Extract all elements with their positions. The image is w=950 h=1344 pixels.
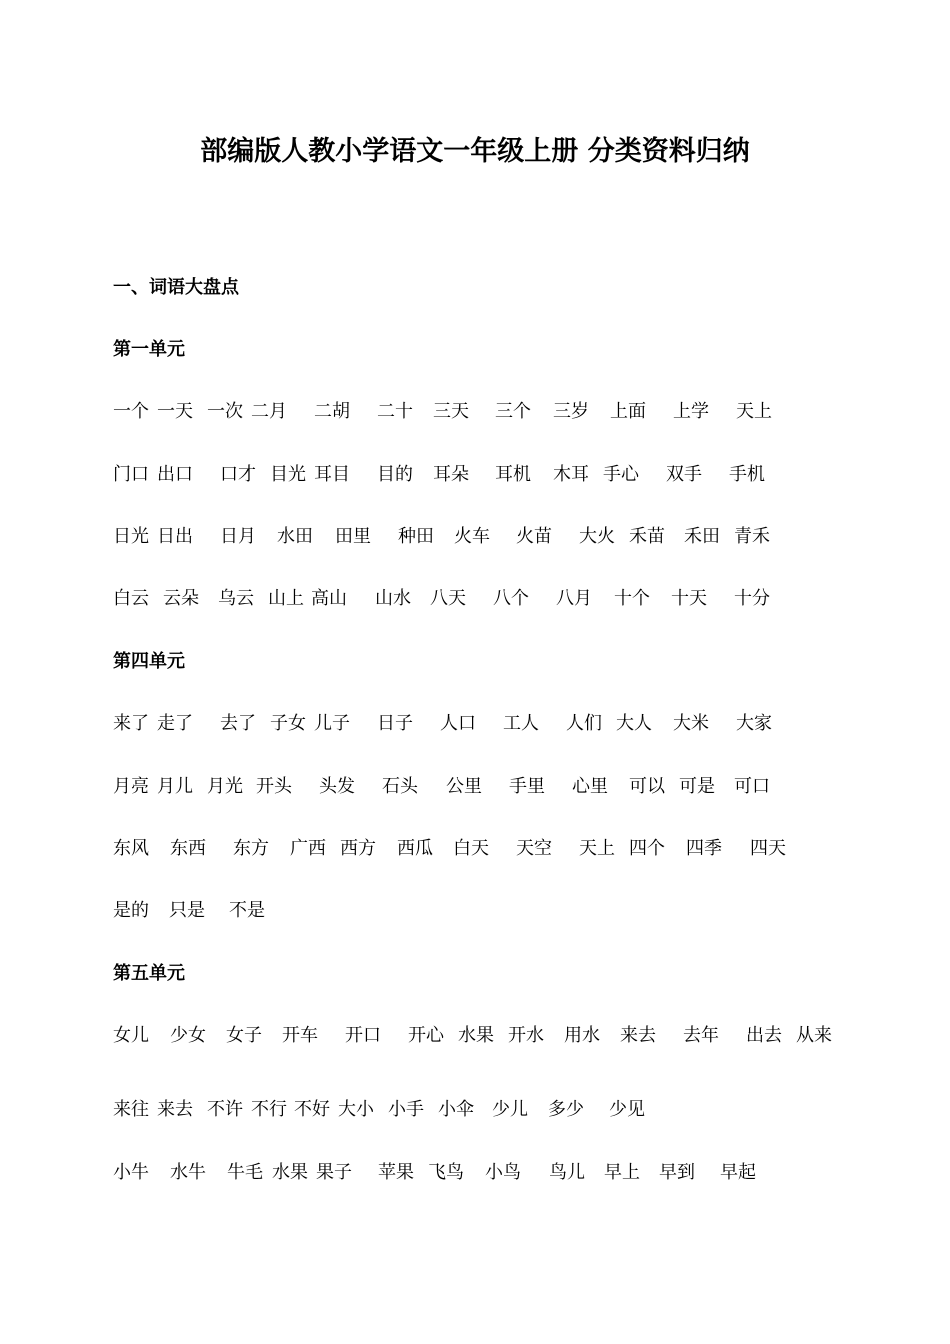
- word: 子女: [270, 713, 306, 734]
- word: 水牛: [170, 1162, 206, 1183]
- word: 云朵: [163, 588, 199, 609]
- word: 不许: [207, 1099, 243, 1120]
- word: 水果: [458, 1025, 494, 1046]
- word: 开头: [256, 776, 292, 797]
- word-row: [113, 836, 873, 862]
- unit-heading-1: 第一单元: [113, 339, 185, 360]
- word-row: [113, 399, 873, 425]
- word-row: [113, 524, 873, 550]
- word: 青禾: [734, 526, 770, 547]
- word: 工人: [503, 713, 539, 734]
- word: 山上: [268, 588, 304, 609]
- word: 走了: [157, 713, 193, 734]
- word: 早到: [659, 1162, 695, 1183]
- word: 水田: [277, 526, 313, 547]
- unit-heading-4: 第四单元: [113, 651, 185, 672]
- word: 石头: [382, 776, 418, 797]
- word: 西瓜: [397, 838, 433, 859]
- word: 月亮: [113, 776, 149, 797]
- word: 日出: [157, 526, 193, 547]
- word: 开口: [345, 1025, 381, 1046]
- word: 早起: [720, 1162, 756, 1183]
- word: 手里: [509, 776, 545, 797]
- word: 去年: [683, 1025, 719, 1046]
- word: 少儿: [492, 1099, 528, 1120]
- word: 禾苗: [629, 526, 665, 547]
- word: 是的: [113, 900, 149, 921]
- word-row: [113, 462, 873, 488]
- word: 头发: [319, 776, 355, 797]
- word: 手心: [603, 464, 639, 485]
- word: 开车: [282, 1025, 318, 1046]
- word: 三岁: [553, 401, 589, 422]
- word: 上学: [673, 401, 709, 422]
- word: 大家: [736, 713, 772, 734]
- word: 上面: [610, 401, 646, 422]
- word: 不行: [251, 1099, 287, 1120]
- word: 开心: [408, 1025, 444, 1046]
- word: 四个: [629, 838, 665, 859]
- word: 三天: [433, 401, 469, 422]
- word: 十分: [734, 588, 770, 609]
- word: 门口: [113, 464, 149, 485]
- word: 双手: [666, 464, 702, 485]
- word: 心里: [572, 776, 608, 797]
- word: 广西: [290, 838, 326, 859]
- word: 不是: [229, 900, 265, 921]
- word: 用水: [564, 1025, 600, 1046]
- word: 飞鸟: [428, 1162, 464, 1183]
- word: 出口: [157, 464, 193, 485]
- word: 来去: [620, 1025, 656, 1046]
- word: 一个: [113, 401, 149, 422]
- word-row: [113, 774, 873, 800]
- word: 可口: [734, 776, 770, 797]
- word: 目光: [270, 464, 306, 485]
- word: 大人: [616, 713, 652, 734]
- word: 山水: [375, 588, 411, 609]
- word-row: [113, 1160, 873, 1186]
- word: 女子: [226, 1025, 262, 1046]
- word: 二十: [377, 401, 413, 422]
- word: 开水: [508, 1025, 544, 1046]
- word: 多少: [548, 1099, 584, 1120]
- word: 少见: [609, 1099, 645, 1120]
- word: 日月: [220, 526, 256, 547]
- word: 三个: [495, 401, 531, 422]
- word: 水果: [272, 1162, 308, 1183]
- word: 火车: [454, 526, 490, 547]
- word: 小鸟: [485, 1162, 521, 1183]
- word: 木耳: [553, 464, 589, 485]
- word: 一天: [157, 401, 193, 422]
- word: 小伞: [438, 1099, 474, 1120]
- word: 四天: [750, 838, 786, 859]
- word: 小手: [388, 1099, 424, 1120]
- word: 人们: [566, 713, 602, 734]
- word: 禾田: [684, 526, 720, 547]
- word: 田里: [335, 526, 371, 547]
- word: 目的: [377, 464, 413, 485]
- word: 二月: [251, 401, 287, 422]
- word: 天上: [579, 838, 615, 859]
- word: 日光: [113, 526, 149, 547]
- word: 月儿: [157, 776, 193, 797]
- page-title: 部编版人教小学语文一年级上册 分类资料归纳: [200, 136, 750, 167]
- word: 白天: [453, 838, 489, 859]
- word: 口才: [220, 464, 256, 485]
- word: 公里: [446, 776, 482, 797]
- word: 白云: [113, 588, 149, 609]
- word: 八个: [493, 588, 529, 609]
- word-row: [113, 586, 873, 612]
- word: 一次: [207, 401, 243, 422]
- word: 东风: [113, 838, 149, 859]
- word: 火苗: [516, 526, 552, 547]
- word: 来了: [113, 713, 149, 734]
- word: 二胡: [314, 401, 350, 422]
- word-row: [113, 711, 873, 737]
- word-row: [113, 1023, 873, 1049]
- word: 牛毛: [227, 1162, 263, 1183]
- word: 种田: [398, 526, 434, 547]
- word: 大米: [673, 713, 709, 734]
- unit-heading-5: 第五单元: [113, 963, 185, 984]
- word: 天上: [736, 401, 772, 422]
- word: 耳机: [495, 464, 531, 485]
- word: 手机: [729, 464, 765, 485]
- word: 耳朵: [433, 464, 469, 485]
- word: 鸟儿: [549, 1162, 585, 1183]
- word: 八天: [430, 588, 466, 609]
- word: 来往: [113, 1099, 149, 1120]
- word: 果子: [316, 1162, 352, 1183]
- word: 人口: [440, 713, 476, 734]
- word: 儿子: [314, 713, 350, 734]
- word: 耳目: [314, 464, 350, 485]
- word: 苹果: [378, 1162, 414, 1183]
- word: 少女: [170, 1025, 206, 1046]
- word: 东西: [170, 838, 206, 859]
- word: 西方: [340, 838, 376, 859]
- word: 大小: [338, 1099, 374, 1120]
- word: 东方: [233, 838, 269, 859]
- word: 不好: [294, 1099, 330, 1120]
- word-row: [113, 1097, 873, 1123]
- word: 女儿: [113, 1025, 149, 1046]
- word: 日子: [377, 713, 413, 734]
- word: 乌云: [218, 588, 254, 609]
- word: 天空: [516, 838, 552, 859]
- word: 去了: [220, 713, 256, 734]
- word: 高山: [311, 588, 347, 609]
- word: 大火: [579, 526, 615, 547]
- word: 十天: [671, 588, 707, 609]
- word: 月光: [207, 776, 243, 797]
- word: 可是: [679, 776, 715, 797]
- word: 小牛: [113, 1162, 149, 1183]
- word: 早上: [604, 1162, 640, 1183]
- word: 四季: [686, 838, 722, 859]
- word: 八月: [556, 588, 592, 609]
- word-row: [113, 898, 873, 924]
- word: 可以: [629, 776, 665, 797]
- word: 出去: [746, 1025, 782, 1046]
- word: 来去: [157, 1099, 193, 1120]
- word: 从来: [796, 1025, 832, 1046]
- word: 十个: [614, 588, 650, 609]
- word: 只是: [169, 900, 205, 921]
- section-heading: 一、词语大盘点: [113, 277, 239, 298]
